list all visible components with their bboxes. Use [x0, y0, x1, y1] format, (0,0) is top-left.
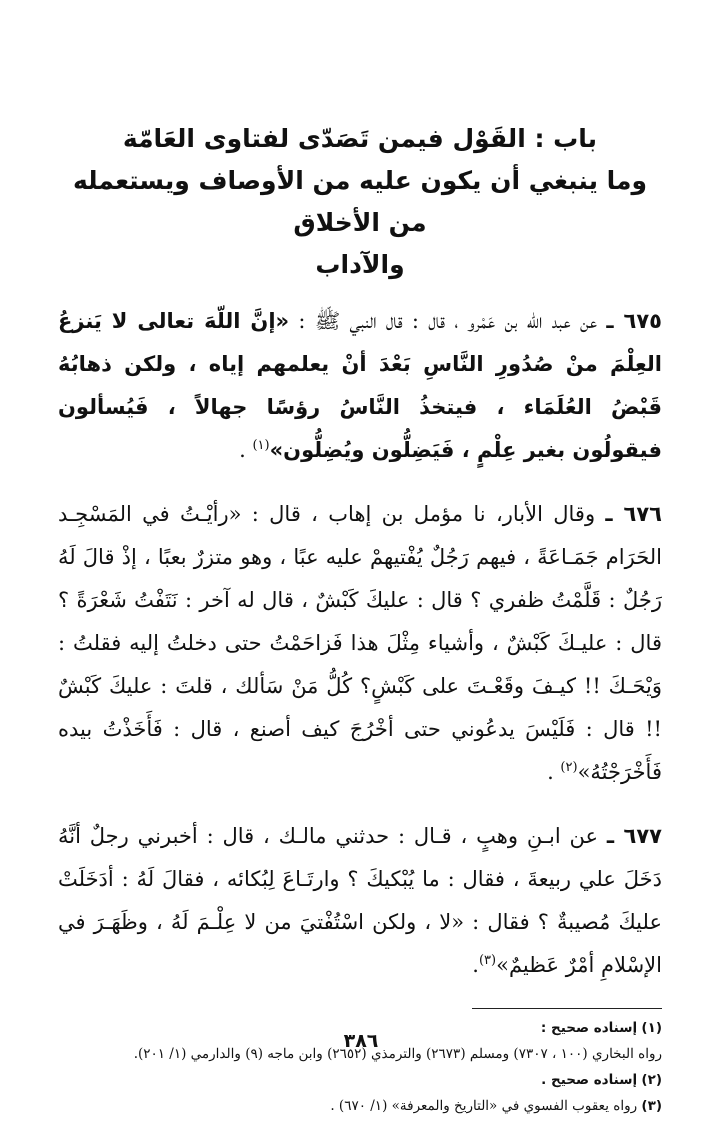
- footnote-text: رواه البخاري (١٠٠ ، ٧٣٠٧) ومسلم (٢٦٧٣) والترمذي (٢٦٥٢) وابن ماجه (٩) والدارمي (١/ ٢٠١).: [133, 1046, 662, 1062]
- footnote-text: رواه يعقوب الفسوي في «التاريخ والمعرفة» (١/ ٦٧٠) .: [330, 1098, 638, 1114]
- footnote-label: (٢): [641, 1072, 662, 1088]
- chapter-heading-line-3: والآداب: [315, 250, 405, 279]
- footnote-grading: إسناده صحيح .: [541, 1072, 638, 1088]
- hadith-676: [58, 493, 662, 794]
- hadith-end: .: [547, 760, 561, 784]
- hadith-text: وقال الأبار، نا مؤمل بن إهاب ، قال : «رأيْـتُ في المَسْجِـد الحَرَام جَمَـاعَةً ، فيهم رَجُلٌ يُفْتيهمْ عليه عبًا ، وهو متزرٌ بعبًا ، إذْ قالَ لَهُ رَجُلٌ : قَلَّمْتُ ظفري ؟ قال : عليكَ كَبْشٌ ، قال له آخر : نَتَفْتُ شَعْرَةً ؟ قال : عليـكَ كَبْشٌ ، وأشياء مِثْلَ هذا فَزاحَمْتُ حتى دخلتُ إليه فقلتُ : وَيْحَـكَ !! كيـفَ وقَعْـتَ على كَبْشٍ؟ كُلُّ مَنْ سَألك ، قلتَ : عليكَ كَبْشٌ !! قال : فَلَيْسَ يدعُوني حتى أخْرُجَ كيف أصنع ، قال : فَأَخَذْتُ بيده فَأَخْرَجْتُهُ»: [58, 502, 662, 784]
- footnote-reference: (٢): [560, 760, 578, 775]
- footnote-divider: [472, 1008, 662, 1009]
- page-body: [58, 118, 662, 1119]
- footnote-label: (٣): [641, 1098, 662, 1114]
- hadith-end: .: [472, 953, 479, 977]
- hadith-677: [58, 815, 662, 987]
- hadith-number: ٦٧٦ ـ: [605, 502, 662, 526]
- hadith-intro: عن عبد الله بن عَمْرو ، قال : قال النبي ﷺ :: [289, 309, 607, 333]
- footnote-reference: (٣): [478, 953, 497, 968]
- chapter-heading-line-2: وما ينبغي أن يكون عليه من الأوصاف ويستعمله من الأخلاق: [72, 166, 648, 237]
- chapter-heading: [58, 118, 662, 286]
- footnote-2: [58, 1067, 662, 1093]
- hadith-text: عن ابـنِ وهبٍ ، قـال : حدثني مالـك ، قال : أخبرني رجلٌ أنَّهُ دَخَلَ علي ربيعةَ ، فقال : ما يُبْكيكَ ؟ وارتَـاعَ لِبُكائه ، فقالَ لَهُ : أدَخَلَتْ عليكَ مُصيبةٌ ؟ فقال : «لا ، ولكن اسْتُفْتيَ من لا عِلْـمَ لَهُ ، وظَهَـرَ في الإسْلامِ أمْرٌ عَظيمٌ»: [58, 824, 662, 977]
- page-number: ٣٨٦: [343, 1030, 379, 1052]
- footnote-reference: (١): [252, 438, 270, 453]
- footnote-3: [58, 1093, 662, 1119]
- hadith-number: ٦٧٥ ـ: [606, 309, 662, 333]
- hadith-end: .: [239, 438, 253, 462]
- hadith-matn: «إنَّ اللّهَ تعالى لا يَنزعُ العِلْمَ منْ صُدُورِ النَّاسِ بَعْدَ أنْ يعلمهم إياه ، ولكن ذهابُهُ قَبْضُ العُلَمَاء ، فيتخذُ النَّاسُ رؤسًا جهالاً ، فَيُسألون فيقولُون بغير عِلْمٍ ، فَيَضِلُّون ويُضِلُّون»: [58, 309, 662, 462]
- footnote-grading: إسناده صحيح :: [540, 1020, 638, 1036]
- hadith-675: [58, 300, 662, 472]
- chapter-heading-line-1: باب : القَوْل فيمن تَصَدّى لفتاوى العَامّة: [122, 124, 598, 153]
- footnote-label: (١): [641, 1020, 662, 1036]
- hadith-number: ٦٧٧ ـ: [606, 824, 662, 848]
